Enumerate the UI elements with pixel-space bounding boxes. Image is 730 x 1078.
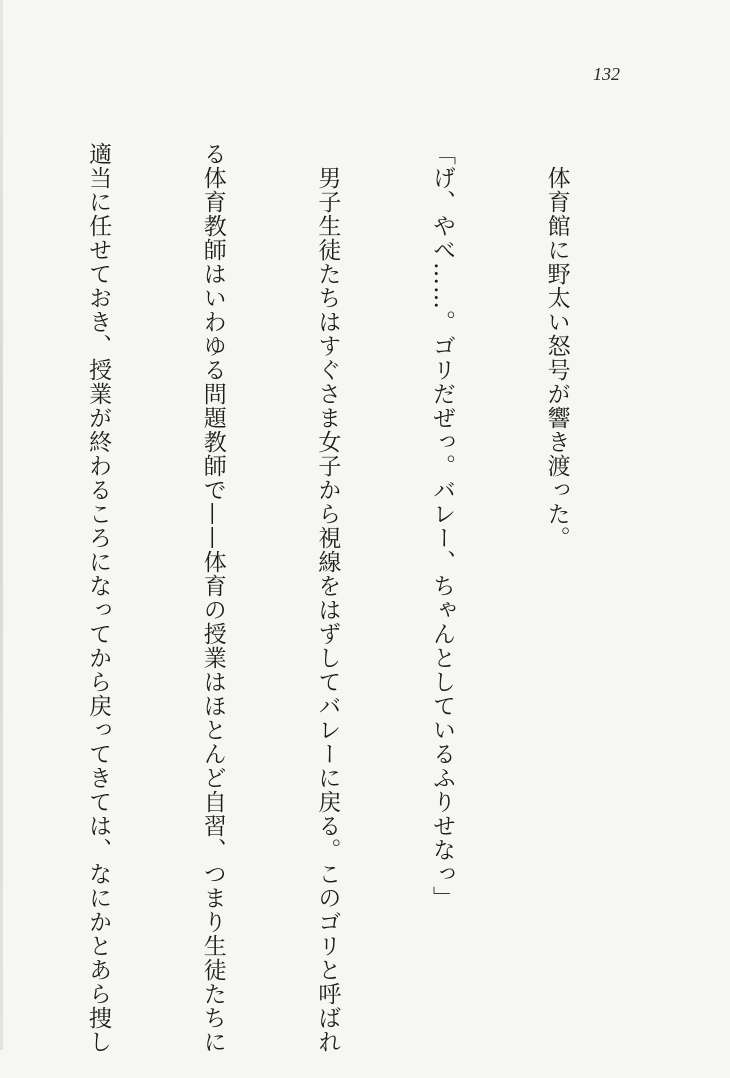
page-number: 132 bbox=[593, 64, 620, 84]
body-text bbox=[0, 142, 652, 1054]
text-line: 「げ、やべ……。ゴリだぜっ。バレー、ちゃんとしているふりせなっ」 bbox=[428, 142, 455, 910]
text-line: 男子生徒たちはすぐさま女子から視線をはずしてバレーに戻る。このゴリと呼ばれ bbox=[314, 142, 341, 1054]
text-line bbox=[0, 142, 3, 1002]
text-line: 体育館に野太い怒号が響き渡った。 bbox=[543, 142, 570, 550]
text-line: 適当に任せておき、授業が終わるころになってから戻ってきては、なにかとあら捜し bbox=[85, 142, 112, 1054]
text-line: る体育教師はいわゆる問題教師で——体育の授業はほとんど自習、つまり生徒たちに bbox=[199, 142, 226, 1054]
